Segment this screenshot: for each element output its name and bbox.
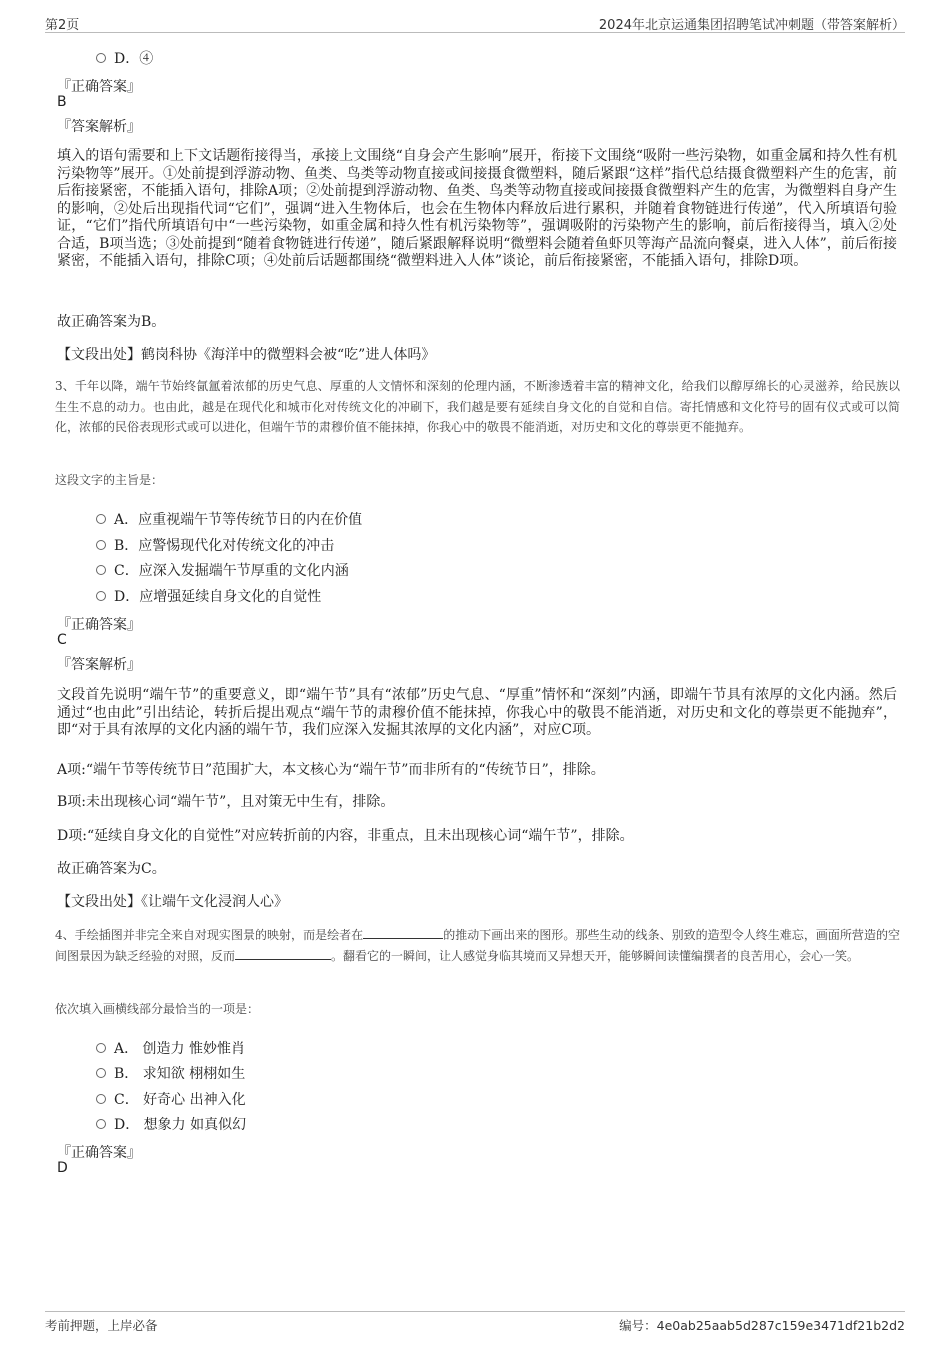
q2-analysis-label: 『答案解析』 — [57, 119, 141, 135]
q4-option-b[interactable] — [96, 1063, 245, 1083]
option-text: D． 想象力 如真似幻 — [114, 1117, 247, 1133]
q3-source: 【文段出处】《让端午文化浸润人心》 — [57, 894, 288, 910]
q3-option-a[interactable] — [96, 509, 362, 529]
radio-icon[interactable] — [96, 1068, 106, 1078]
q3-item-a: A项:“端午节等传统节日”范围扩大，本文核心为“端午节”而非所有的“传统节日”，排除。 — [57, 762, 605, 778]
q4-answer: D — [57, 1160, 68, 1176]
q3-option-b[interactable] — [96, 535, 334, 555]
q2-answer: B — [57, 94, 67, 110]
option-text: D．④ — [114, 51, 154, 67]
radio-icon[interactable] — [96, 591, 106, 601]
radio-icon[interactable] — [96, 565, 106, 575]
q3-analysis-label: 『答案解析』 — [57, 657, 141, 673]
radio-icon[interactable] — [96, 1043, 106, 1053]
q4-option-c[interactable] — [96, 1089, 246, 1109]
q4-passage-part2: 的推动下画出来的图形。那些生动的线条、别致的造型令人终生难忘，画面所营造的空间图景因为缺乏经验的对照，反而 — [55, 928, 900, 963]
q2-conclusion: 故正确答案为B。 — [57, 314, 166, 330]
radio-icon[interactable] — [96, 1119, 106, 1129]
option-text: A．应重视端午节等传统节日的内在价值 — [114, 512, 363, 528]
q3-question: 这段文字的主旨是： — [55, 473, 164, 487]
page-footer — [45, 1311, 905, 1334]
footer-serial: 编号：4e0ab25aab5d287c159e3471df21b2d2 — [619, 1318, 905, 1333]
option-text: B． 求知欲 栩栩如生 — [114, 1066, 246, 1082]
fill-blank-1[interactable] — [363, 926, 443, 939]
q3-item-b: B项:未出现核心词“端午节”，且对策无中生有，排除。 — [57, 794, 395, 810]
option-text: B．应警惕现代化对传统文化的冲击 — [114, 538, 335, 554]
q3-answer-label: 『正确答案』 — [57, 617, 141, 633]
footer-slogan: 考前押题，上岸必备 — [45, 1318, 158, 1333]
q2-option-d[interactable] — [96, 48, 153, 68]
q4-passage-part1: 4、手绘插图并非完全来自对现实图景的映射，而是绘者在 — [55, 928, 364, 942]
option-text: D．应增强延续自身文化的自觉性 — [114, 589, 322, 605]
page-header — [45, 14, 905, 33]
fill-blank-2[interactable] — [235, 947, 331, 960]
radio-icon[interactable] — [96, 540, 106, 550]
q3-item-d: D项:“延续自身文化的自觉性”对应转折前的内容，非重点，且未出现核心词“端午节”，排除。 — [57, 828, 634, 844]
option-text: A． 创造力 惟妙惟肖 — [114, 1041, 246, 1057]
q4-option-a[interactable] — [96, 1038, 245, 1058]
q4-passage — [55, 925, 900, 966]
q3-passage: 3、千年以降，端午节始终氤氲着浓郁的历史气息、厚重的人文情怀和深刻的伦理内涵，不断渗透着丰富的精神文化，给我们以醇厚绵长的心灵滋养，给民族以生生不息的动力。也由此，越是在现代化和城市化对传统文化的冲刷下，我们越是要有延续自身文化的自觉和自信。寄托情感和文化符号的固有仪式或可以简化，浓郁的民俗表现形式或可以进化，但端午节的肃穆价值不能抹掉，你我心中的敬畏不能消逝，对历史和文化的尊崇更不能抛弃。 — [55, 379, 900, 434]
q2-answer-label: 『正确答案』 — [57, 79, 141, 95]
q3-conclusion: 故正确答案为C。 — [57, 861, 166, 877]
q4-passage-part3: 。翻看它的一瞬间，让人感觉身临其境而又异想天开，能够瞬间读懂编撰者的良苦用心，会心一笑。 — [331, 948, 860, 963]
q3-analysis: 文段首先说明“端午节”的重要意义，即“端午节”具有“浓郁”历史气息、“厚重”情怀和“深刻”内涵，即端午节具有浓厚的文化内涵。然后通过“也由此”引出结论，转折后提出观点“端午节的肃穆价值不能抹掉，你我心中的敬畏不能消逝，对历史和文化的尊崇更不能抛弃”，即“对于具有浓厚的文化内涵的端午节，我们应深入发掘其浓厚的文化内涵”，对应C项。 — [57, 687, 897, 738]
option-text: C． 好奇心 出神入化 — [114, 1092, 246, 1108]
document-title: 2024年北京运通集团招聘笔试冲刺题（带答案解析） — [598, 18, 905, 33]
radio-icon[interactable] — [96, 53, 106, 63]
q3-option-c[interactable] — [96, 560, 349, 580]
q4-option-d[interactable] — [96, 1114, 246, 1134]
radio-icon[interactable] — [96, 1094, 106, 1104]
q4-question: 依次填入画横线部分最恰当的一项是： — [55, 1002, 260, 1016]
option-text: C．应深入发掘端午节厚重的文化内涵 — [114, 563, 349, 579]
q2-source: 【文段出处】鹤岗科协《海洋中的微塑料会被“吃”进人体吗》 — [57, 347, 436, 363]
page-number: 第2页 — [45, 18, 80, 33]
q2-analysis: 填入的语句需要和上下文话题衔接得当，承接上文围绕“自身会产生影响”展开，衔接下文围绕“吸附一些污染物，如重金属和持久性有机污染物等”展开。①处前提到浮游动物、鱼类、鸟类等动物直接或间接摄食微塑料，随后紧跟“这样”指代总结摄食微塑料产生的危害，前后衔接紧密，不能插入语句，排除A项；②处前提到浮游动物、鱼类、鸟类等动物直接或间接摄食微塑料产生的危害，为微塑料自身产生的影响，②处后出现指代词“它们”，强调“进入生物体后，也会在生物体内释放后进行累积，并随着食物链进行传递”，代入所填语句验证，“它们”指代所填语句中“一些污染物，如重金属和持久性有机污染物等”，强调吸附的污染物产生的影响，前后衔接得当，填入②处合适，B项当选；③处前提到“随着食物链进行传递”，随后紧跟解释说明“微塑料会随着鱼虾贝等海产品流向餐桌，进入人体”，前后衔接紧密，不能插入语句，排除C项；④处前后话题都围绕“微塑料进入人体”谈论，前后衔接紧密，不能插入语句，排除D项。 — [57, 148, 897, 269]
q4-answer-label: 『正确答案』 — [57, 1145, 141, 1161]
q3-answer: C — [57, 632, 67, 648]
radio-icon[interactable] — [96, 514, 106, 524]
q3-option-d[interactable] — [96, 586, 321, 606]
